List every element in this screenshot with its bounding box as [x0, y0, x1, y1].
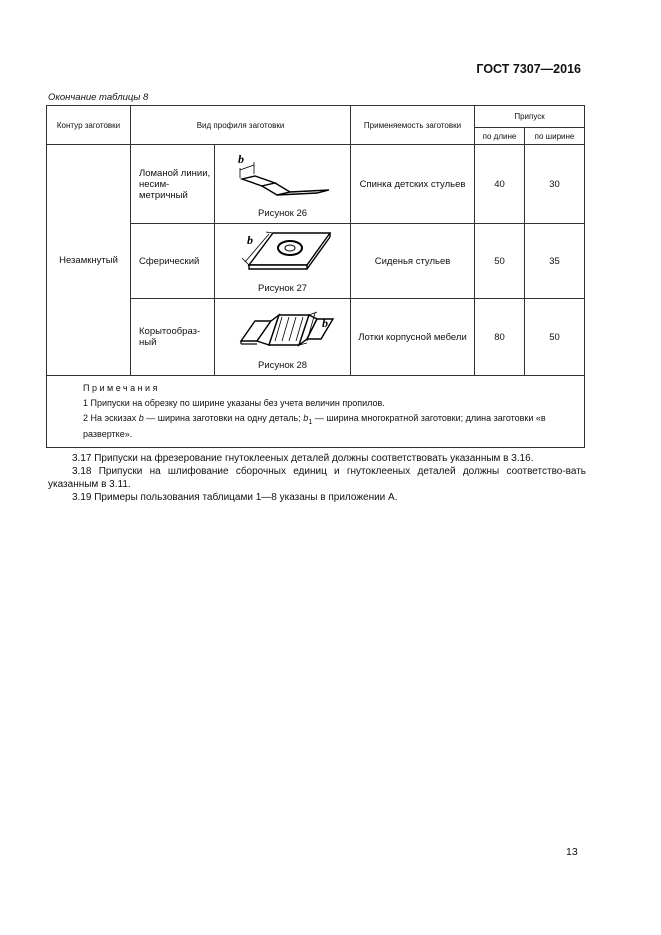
- spherical-blank-drawing: [237, 230, 332, 280]
- paragraph-3-19: 3.19 Примеры пользования таблицами 1—8 указаны в приложении А.: [72, 492, 398, 503]
- trough-blank-drawing: [237, 305, 337, 355]
- profile-name: Сферический: [131, 224, 215, 299]
- header-allowance: Припуск: [475, 106, 585, 128]
- contour-cell: Незамкнутый: [47, 145, 131, 376]
- notes-title: Примечания: [83, 383, 160, 393]
- notes-cell: [47, 376, 585, 448]
- note-2: 2 На эскизах b — ширина заготовки на одну деталь; $b_1$ — ширина многократной заготовки; длина заготовки «в развертке».: [83, 413, 546, 439]
- dimension-b-label: b: [247, 233, 253, 247]
- paragraph-3-17: 3.17 Припуски на фрезерование гнутоклееных деталей должны соответствовать указанным в 3.16.: [72, 453, 534, 464]
- width-value: 35: [525, 224, 585, 299]
- dimension-b-label: b: [322, 316, 328, 330]
- usage-cell: Сиденья стульев: [351, 224, 475, 299]
- header-profile: Вид профиля заготовки: [131, 106, 351, 145]
- length-value: 80: [475, 299, 525, 376]
- paragraph-3-18: 3.18 Припуски на шлифование сборочных единиц и гнутоклееных деталей должны соответство-вать указанным в 3.11.: [48, 466, 586, 490]
- table-caption: Окончание таблицы 8: [48, 92, 149, 103]
- length-value: 40: [475, 145, 525, 224]
- header-contour: Контур заготовки: [47, 106, 131, 145]
- usage-cell: Спинка детских стульев: [351, 145, 475, 224]
- figure-27: [215, 224, 351, 299]
- profile-name: Ломаной линии, несим-метричный: [131, 145, 215, 224]
- width-value: 50: [525, 299, 585, 376]
- allowance-table: [46, 105, 585, 448]
- dimension-b-label: b: [238, 152, 244, 166]
- profile-name: Корытообраз-ный: [131, 299, 215, 376]
- broken-line-blank-drawing: [237, 151, 332, 201]
- header-width: по ширине: [525, 128, 585, 145]
- length-value: 50: [475, 224, 525, 299]
- table-row: [47, 145, 585, 224]
- figure-26: [215, 145, 351, 224]
- usage-cell: Лотки корпусной мебели: [351, 299, 475, 376]
- standard-number: ГОСТ 7307—2016: [476, 62, 581, 76]
- figure-28: [215, 299, 351, 376]
- notes-row: [47, 376, 585, 448]
- page-number: 13: [566, 846, 578, 858]
- note-1: 1 Припуски на обрезку по ширине указаны без учета величин пропилов.: [83, 398, 385, 408]
- header-usage: Применяемость заготовки: [351, 106, 475, 145]
- body-text: [48, 452, 586, 504]
- figure-caption: Рисунок 28: [257, 360, 308, 371]
- figure-caption: Рисунок 27: [257, 283, 308, 294]
- figure-caption: Рисунок 26: [257, 208, 308, 219]
- header-length: по длине: [475, 128, 525, 145]
- width-value: 30: [525, 145, 585, 224]
